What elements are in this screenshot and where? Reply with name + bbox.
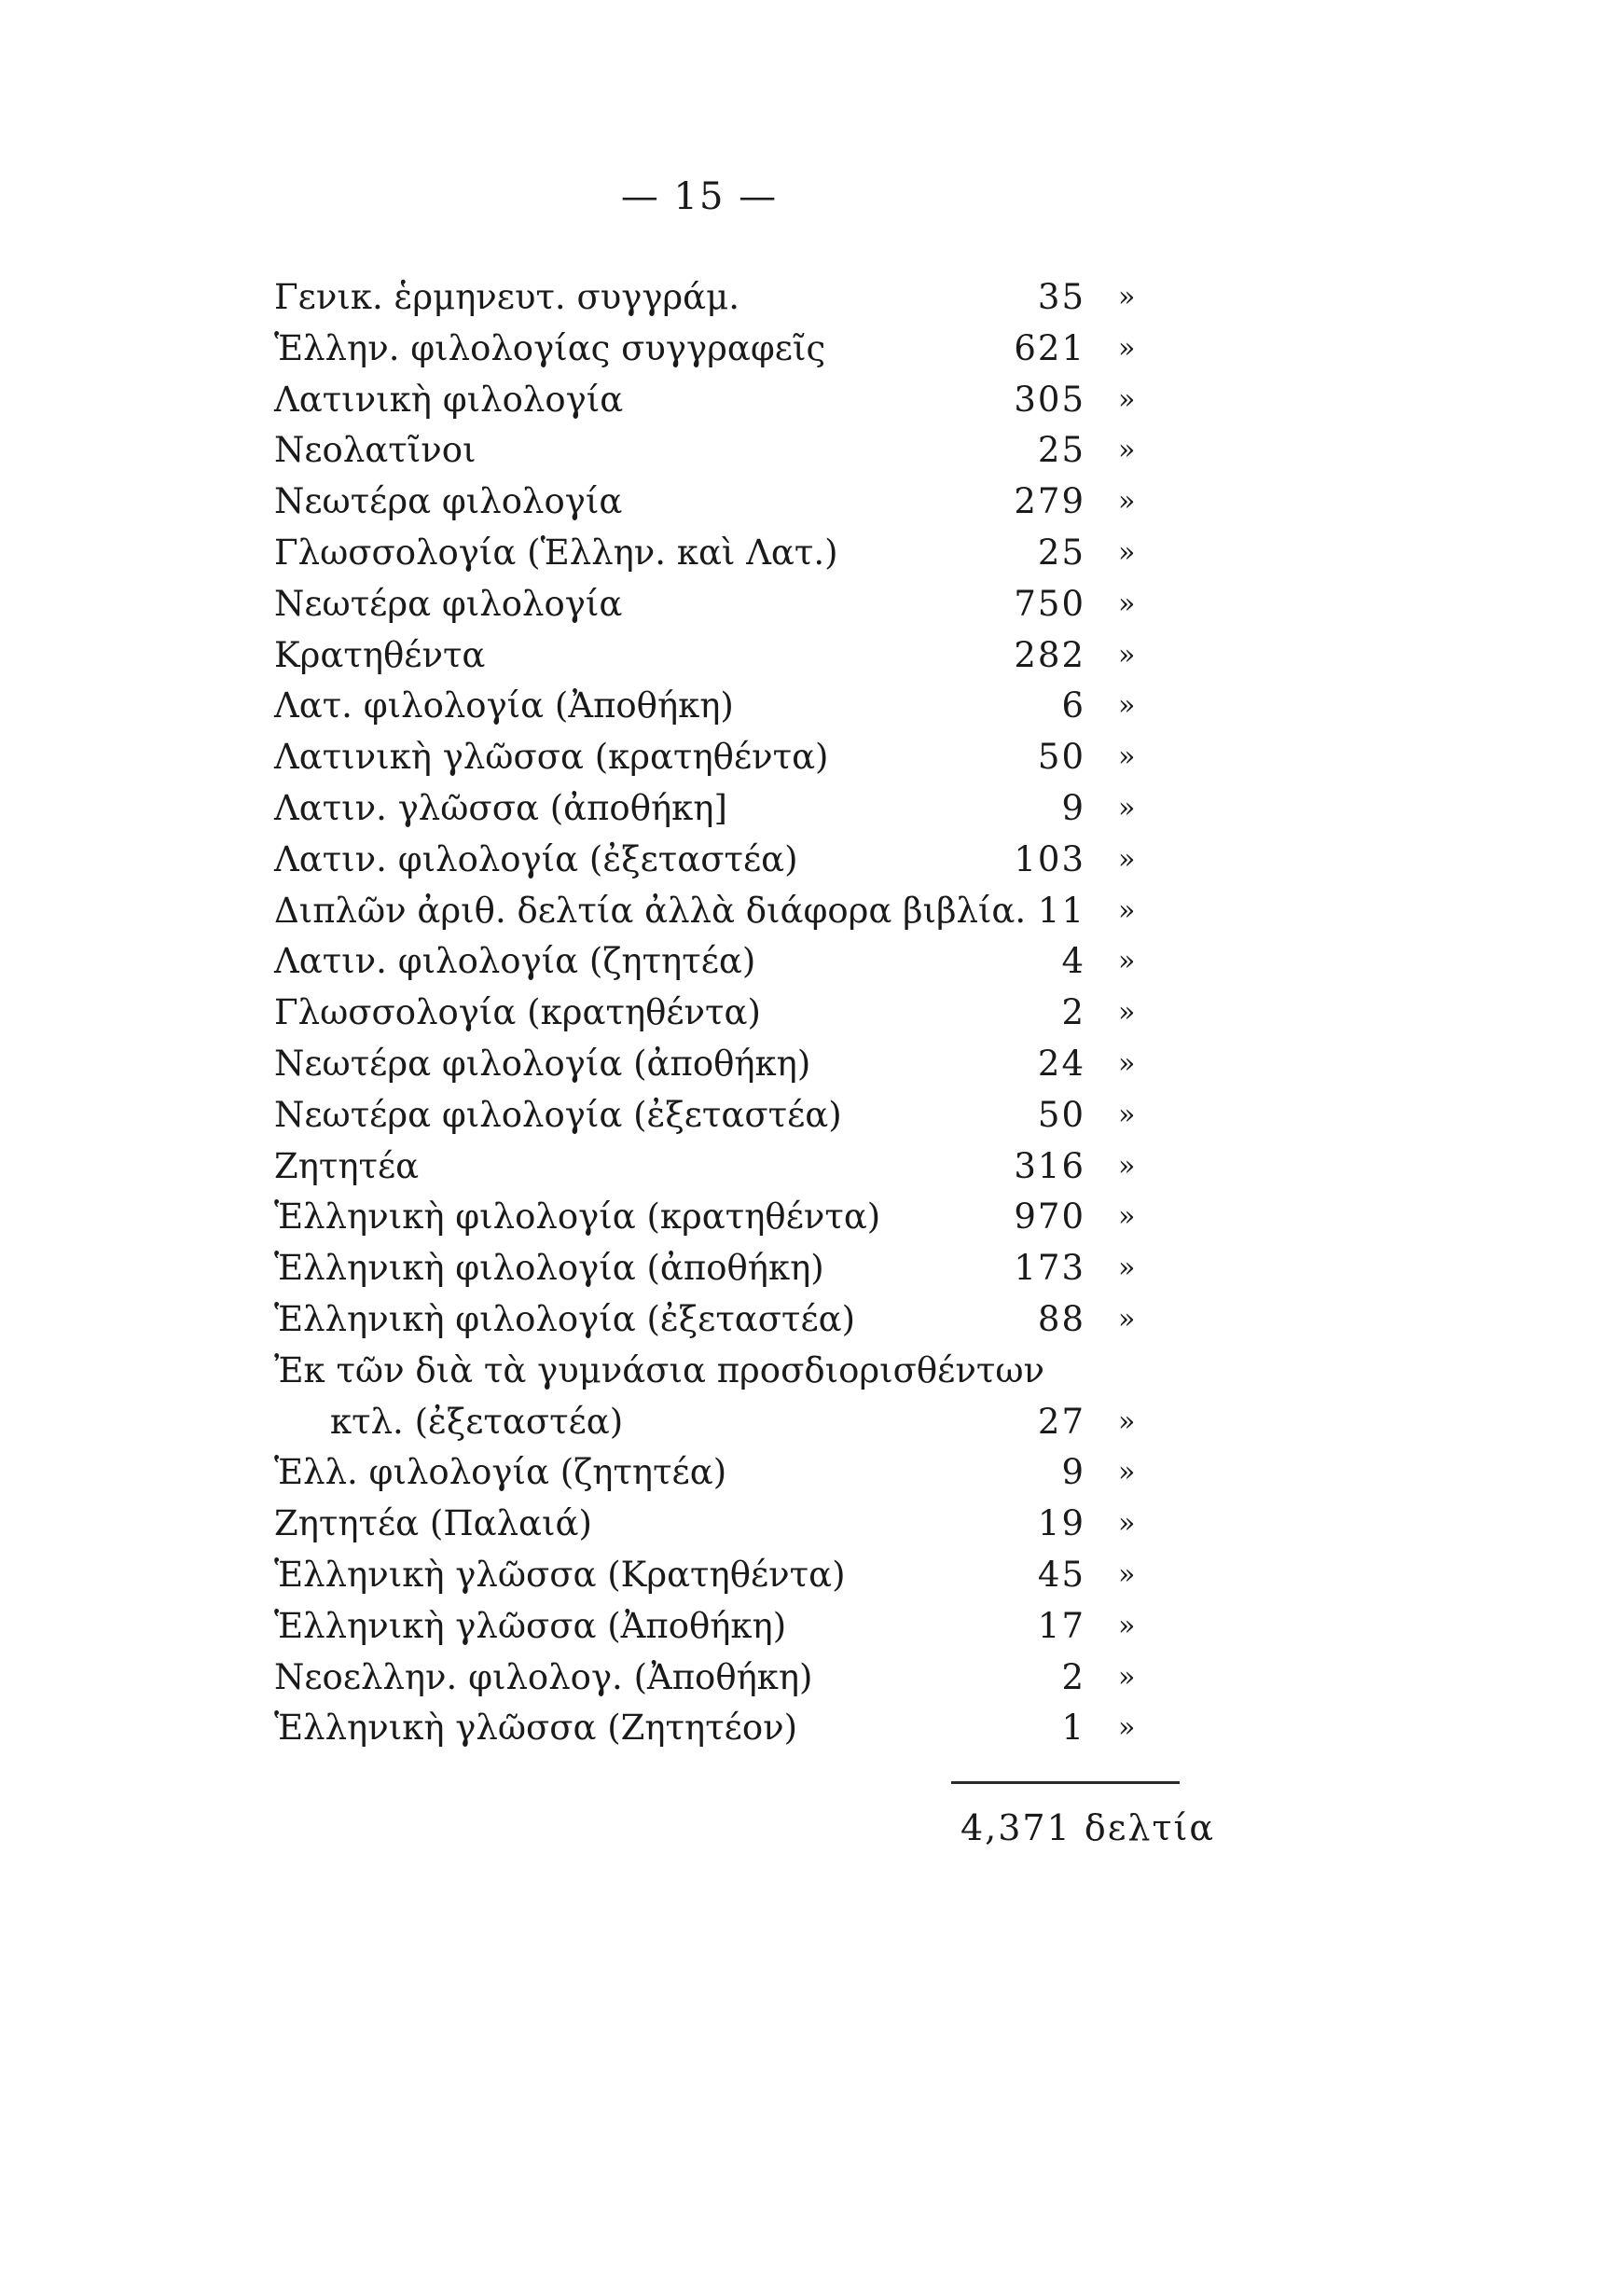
entry-count: 27 <box>1037 1401 1085 1442</box>
entry-label: Λατινικὴ φιλολογία <box>274 379 624 420</box>
entry-label: Κρατηθέντα <box>274 634 486 675</box>
ledger-entry <box>274 1703 1207 1754</box>
entry-label: Λατ. φιλολογία (Ἀποθήκη) <box>274 685 734 726</box>
ditto-mark: » <box>1118 1609 1136 1642</box>
entry-count: 173 <box>1014 1248 1085 1289</box>
entry-label-line2: κτλ. (ἐξεταστέα) <box>330 1401 624 1442</box>
entry-count: 17 <box>1037 1605 1085 1646</box>
ditto-mark: » <box>1118 382 1136 416</box>
total-rule <box>951 1781 1180 1784</box>
ditto-mark: » <box>1118 996 1136 1030</box>
ditto-mark: » <box>1118 689 1136 723</box>
ledger-entry <box>274 783 1207 835</box>
entry-count: 282 <box>1014 634 1085 675</box>
entry-count: 19 <box>1037 1503 1085 1544</box>
entry-count: 103 <box>1014 838 1085 879</box>
ditto-mark: » <box>1118 331 1136 365</box>
entry-count: 305 <box>1014 379 1085 420</box>
entry-label: Ἑλληνικὴ γλῶσσα (Ζητητέον) <box>274 1708 798 1749</box>
ditto-mark: » <box>1118 1149 1136 1183</box>
entry-label: Νεωτέρα φιλολογία (ἀποθήκη) <box>274 1043 811 1084</box>
ditto-mark: » <box>1118 842 1136 876</box>
ledger-entry <box>274 579 1207 630</box>
entry-count: 6 <box>1061 685 1085 726</box>
ditto-mark: » <box>1118 1507 1136 1541</box>
ditto-mark: » <box>1118 1456 1136 1489</box>
ditto-mark: » <box>1118 1404 1136 1438</box>
ditto-mark: » <box>1118 1660 1136 1694</box>
entry-label: Γλωσσολογία (Ἑλλην. καὶ Λατ.) <box>274 532 838 573</box>
ledger-entry <box>274 425 1207 477</box>
ditto-mark: » <box>1118 1200 1136 1234</box>
entry-label: Ἑλλ. φιλολογία (ζητητέα) <box>274 1452 727 1493</box>
entry-label: Νεωτέρα φιλολογία (ἐξεταστέα) <box>274 1094 842 1135</box>
ditto-mark: » <box>1118 1098 1136 1131</box>
ledger-entry <box>274 732 1207 783</box>
ledger-entry-multiline <box>274 1346 1207 1448</box>
ditto-mark: » <box>1118 434 1136 467</box>
entry-label-line1: Ἐκ τῶν διὰ τὰ γυμνάσια προσδιορισθέντων <box>274 1349 1044 1390</box>
entry-label: Νεωτέρα φιλολογία <box>274 481 623 522</box>
ledger-entry <box>274 988 1207 1039</box>
entry-label: Λατινικὴ γλῶσσα (κρατηθέντα) <box>274 737 829 778</box>
entry-label: Νεωτέρα φιλολογία <box>274 583 623 624</box>
entry-label: Ἑλλην. φιλολογίας συγγραφεῖς <box>274 327 826 368</box>
ledger-entry <box>274 1039 1207 1090</box>
ledger-entry <box>274 1447 1207 1499</box>
entry-count: 621 <box>1014 327 1085 368</box>
entry-count: 9 <box>1061 787 1085 828</box>
ditto-mark: » <box>1118 485 1136 519</box>
entry-count: 2 <box>1061 1656 1085 1697</box>
entry-label: Νεολατῖνοι <box>274 430 477 471</box>
ditto-mark: » <box>1118 587 1136 620</box>
entry-label: Διπλῶν ἀριθ. δελτία ἀλλὰ διάφορα βιβλία. <box>274 890 1027 931</box>
ditto-mark: » <box>1118 1252 1136 1285</box>
entry-label: Ἑλληνικὴ γλῶσσα (Κρατηθέντα) <box>274 1554 846 1595</box>
ledger-entry <box>274 886 1207 937</box>
entry-label: Ἑλληνικὴ φιλολογία (ἐξεταστέα) <box>274 1298 856 1339</box>
entry-count: 4 <box>1061 941 1085 982</box>
catalog-ledger <box>274 272 1207 1754</box>
ledger-entry <box>274 1192 1207 1243</box>
ledger-entry <box>274 681 1207 732</box>
entry-count: 750 <box>1014 583 1085 624</box>
entry-count: 25 <box>1037 430 1085 471</box>
entry-label: Ἑλληνικὴ φιλολογία (ἀποθήκη) <box>274 1248 824 1289</box>
ditto-mark: » <box>1118 740 1136 774</box>
ledger-entry <box>274 1601 1207 1653</box>
ditto-mark: » <box>1118 281 1136 313</box>
entry-label: Ζητητέα (Παλαιά) <box>274 1503 592 1544</box>
entry-count: 25 <box>1037 532 1085 573</box>
ledger-entry <box>274 272 1207 324</box>
entry-count: 50 <box>1037 1094 1085 1135</box>
ledger-entry <box>274 1090 1207 1141</box>
ditto-mark: » <box>1118 535 1136 569</box>
entry-label: Λατιν. φιλολογία (ζητητέα) <box>274 941 756 982</box>
ledger-entry <box>274 1653 1207 1704</box>
ditto-mark: » <box>1118 1711 1136 1745</box>
page-number: — 15 — <box>620 175 779 218</box>
entry-count: 50 <box>1037 737 1085 778</box>
ledger-entry <box>274 528 1207 579</box>
ledger-entry <box>274 1243 1207 1294</box>
entry-count: 24 <box>1037 1043 1085 1084</box>
entry-label: Ζητητέα <box>274 1145 420 1186</box>
ledger-entry <box>274 936 1207 988</box>
entry-label: Ἑλληνικὴ γλῶσσα (Ἀποθήκη) <box>274 1605 787 1646</box>
ditto-mark: » <box>1118 1557 1136 1591</box>
ledger-entry <box>274 1141 1207 1193</box>
entry-count: 9 <box>1061 1452 1085 1493</box>
ledger-entry <box>274 630 1207 682</box>
ditto-mark: » <box>1118 791 1136 824</box>
ledger-entry <box>274 1499 1207 1550</box>
entry-label: Λατιν. φιλολογία (ἐξεταστέα) <box>274 838 798 879</box>
ledger-entry <box>274 835 1207 886</box>
ditto-mark: » <box>1118 893 1136 927</box>
entry-count: 88 <box>1037 1298 1085 1339</box>
ledger-entry <box>274 324 1207 375</box>
entry-label: Ἑλληνικὴ φιλολογία (κρατηθέντα) <box>274 1196 881 1238</box>
entry-count: 2 <box>1061 992 1085 1033</box>
ledger-entry <box>274 1294 1207 1346</box>
ledger-entry <box>274 375 1207 426</box>
ledger-entry <box>274 1550 1207 1601</box>
ditto-mark: » <box>1118 1046 1136 1080</box>
entry-count: 1 <box>1061 1708 1085 1749</box>
grand-total: 4,371 δελτία <box>960 1807 1216 1848</box>
entry-count: 970 <box>1014 1196 1085 1238</box>
ditto-mark: » <box>1118 638 1136 671</box>
entry-count: 316 <box>1014 1145 1085 1186</box>
entry-count: 45 <box>1037 1554 1085 1595</box>
entry-label: Γενικ. ἑρμηνευτ. συγγράμ. <box>274 277 739 317</box>
entry-label: Νεοελλην. φιλολογ. (Ἀποθήκη) <box>274 1656 813 1697</box>
ditto-mark: » <box>1118 1302 1136 1335</box>
entry-label: Γλωσσολογία (κρατηθέντα) <box>274 992 761 1033</box>
entries-after-block <box>274 1447 1207 1754</box>
entry-count: 11 <box>1037 890 1085 931</box>
entries-block <box>274 272 1207 1346</box>
ledger-entry <box>274 477 1207 528</box>
ditto-mark: » <box>1118 945 1136 978</box>
entry-count: 35 <box>1037 277 1085 317</box>
entry-label: Λατιν. γλῶσσα (ἀποθήκη] <box>274 787 727 828</box>
entry-count: 279 <box>1014 481 1085 522</box>
